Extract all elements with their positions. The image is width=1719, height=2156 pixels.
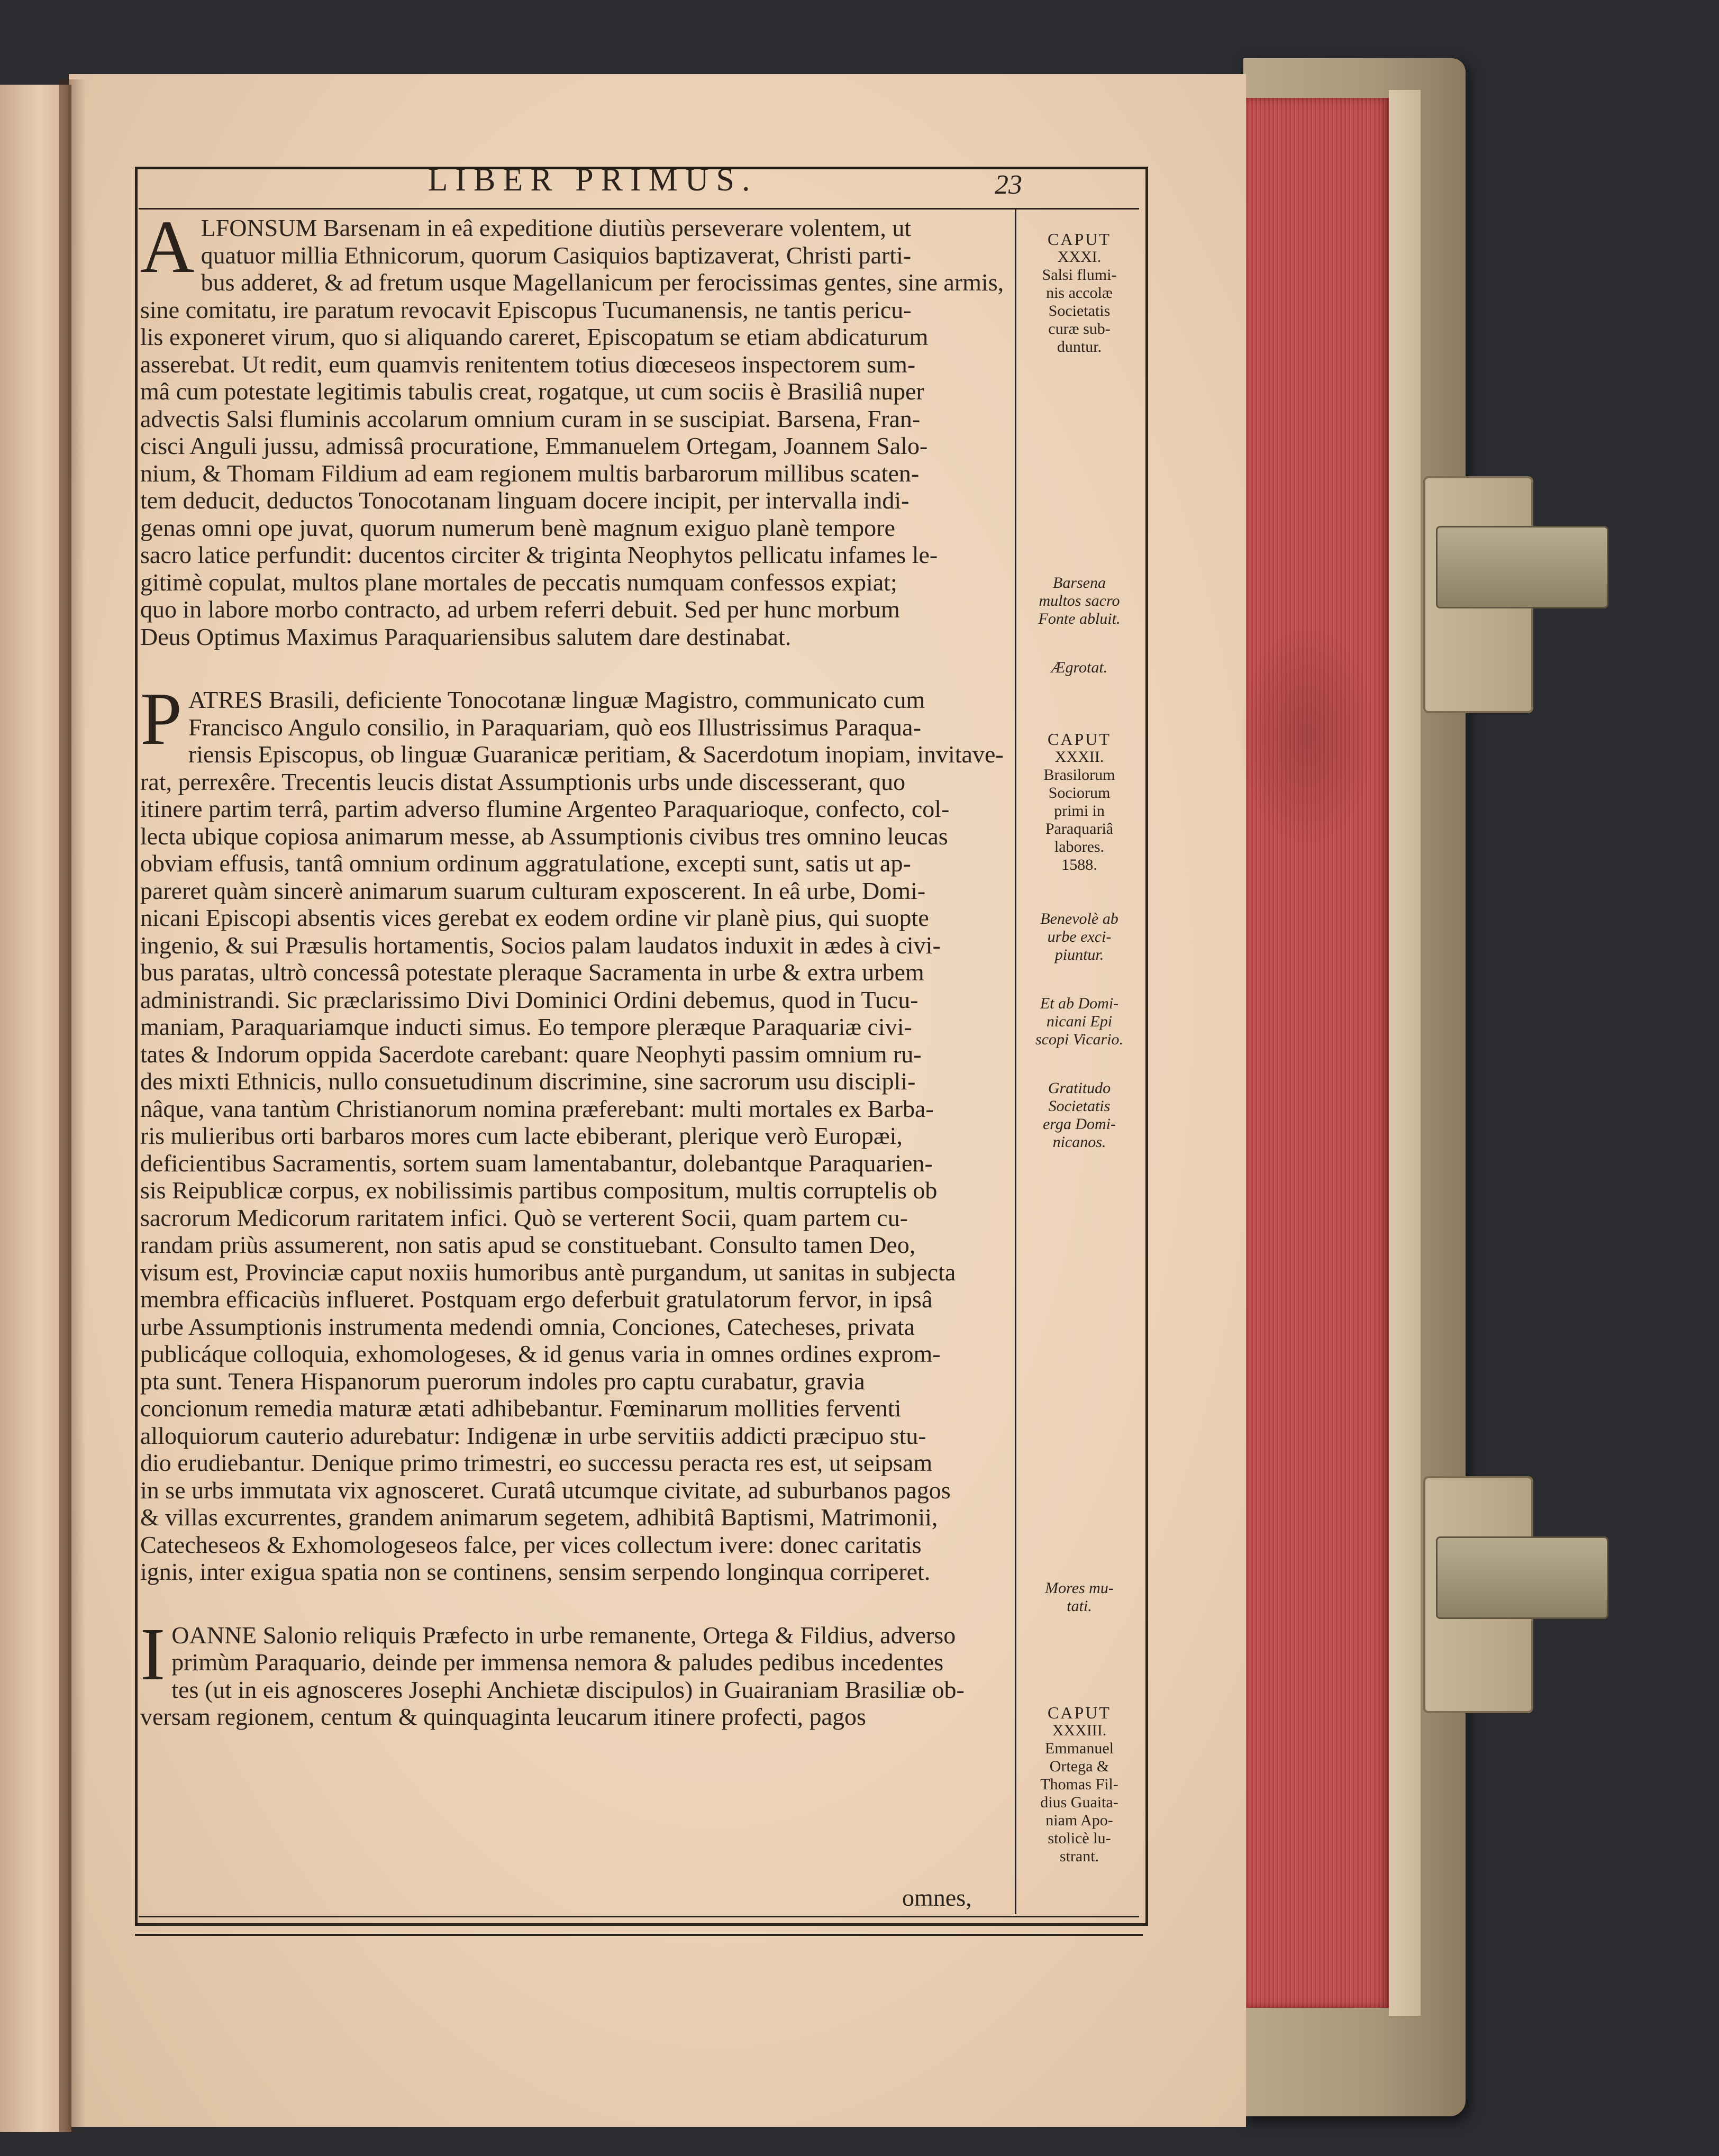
margin-note-line: urbe exci-	[1047, 928, 1112, 945]
text-line: & villas excurrentes, grandem animarum segetem, adhibitâ Baptismi, Matrimonii,	[140, 1504, 938, 1531]
margin-note-line: Salsi flumi-	[1042, 266, 1117, 284]
chapter-note	[1024, 730, 1135, 874]
text-line: pta sunt. Tenera Hispanorum puerorum indoles pro captu curabatur, gravia	[140, 1367, 865, 1395]
margin-note-line: Emmanuel	[1045, 1740, 1114, 1757]
running-title: LIBER PRIMUS.	[428, 162, 758, 198]
text-line: cisci Anguli jussu, admissâ procuratione, Emmanuelem Ortegam, Joannem Salo-	[140, 432, 928, 459]
margin-note-line: Brasilorum	[1043, 766, 1115, 784]
text-line: itinere partim terrâ, partim adverso flumine Argenteo Paraquarioque, confecto, col-	[140, 795, 950, 822]
bottom-rule	[135, 1934, 1143, 1936]
chapter-heading: CAPUT	[1048, 1703, 1111, 1722]
drop-cap: I	[140, 1612, 166, 1696]
text-line: Deus Optimus Maximus Paraquariensibus salutem dare destinabat.	[140, 623, 792, 650]
text-line: sis Reipublicæ corpus, ex nobilissimis partibus compositum, multis corruptelis ob	[140, 1177, 938, 1204]
text-line: rat, perrexêre. Trecentis leucis distat Assumptionis urbs unde discesserant, quo	[140, 768, 906, 795]
endpaper	[1389, 90, 1422, 2016]
margin-note-line: labores.	[1054, 838, 1105, 856]
upper-clasp-metal	[1436, 526, 1608, 608]
text-line: deficientibus Sacramentis, sortem suam lamentabantur, dolebantque Paraquarien-	[140, 1149, 933, 1177]
text-line: quatuor millia Ethnicorum, quorum Casiquios baptizaverat, Christi parti-	[201, 241, 912, 269]
margin-note-line: XXXII.	[1054, 748, 1104, 766]
text-line: versam regionem, centum & quinquaginta leucarum itinere profecti, pagos	[140, 1703, 866, 1730]
text-line: tes (ut in eis agnosceres Josephi Anchietæ discipulos) in Guairaniam Brasiliæ ob-	[171, 1676, 965, 1703]
margin-note-line: 1588.	[1061, 856, 1097, 874]
margin-note-line: Ægrotat.	[1051, 659, 1108, 676]
margin-note-line: XXXIII.	[1052, 1722, 1107, 1739]
margin-note-line: Et ab Domi-	[1040, 995, 1119, 1012]
margin-note-line: stolicè lu-	[1048, 1830, 1111, 1847]
paragraph-lines	[140, 205, 1018, 650]
text-line: bus paratas, ultrò concessâ potestate pleraque Sacramenta in urbe & extra urbem	[140, 959, 924, 986]
text-line: genas omni ope juvat, quorum numerum benè magnum exiguo planè tempore	[140, 514, 895, 541]
margin-note-line: strant.	[1059, 1848, 1099, 1865]
margin-note-line: dius Guaita-	[1040, 1794, 1118, 1811]
chapter-note	[1024, 1704, 1135, 1866]
chapter-heading: CAPUT	[1048, 730, 1111, 749]
text-line: Catecheseos & Exhomologeseos falce, per vices collectum ivere: donec caritatis	[140, 1531, 922, 1558]
margin-note	[1024, 995, 1135, 1049]
margin-note-line: Ortega &	[1049, 1758, 1109, 1775]
margin-note-line: primi in	[1054, 802, 1105, 820]
margin-note-line: duntur.	[1057, 338, 1102, 356]
margin-note-line: curæ sub-	[1048, 320, 1111, 338]
margin-note-line: scopi Vicario.	[1035, 1031, 1124, 1048]
margin-note-line: niam Apo-	[1045, 1812, 1113, 1829]
red-page-edges	[1241, 98, 1389, 2008]
text-line: riensis Episcopus, ob linguæ Guaranicæ peritiam, & Sacerdotum inopiam, invitave-	[188, 741, 1004, 768]
margin-note-line: Mores mu-	[1045, 1579, 1114, 1597]
margin-note-line: Fonte abluit.	[1038, 610, 1121, 627]
chapter-heading: CAPUT	[1048, 230, 1111, 249]
margin-note-line: nicani Epi	[1046, 1013, 1113, 1030]
upper-clasp	[1423, 476, 1533, 713]
chapter-note	[1024, 230, 1135, 356]
main-text-column	[140, 205, 1018, 1731]
margin-note-line: Paraquariâ	[1045, 820, 1114, 838]
text-line: lis exponeret virum, quo si aliquando careret, Episcopatum se etiam abdicaturum	[140, 323, 929, 350]
text-line: mâ cum potestate legitimis tabulis creat, rogatque, ut cum sociis è Brasiliâ nuper	[140, 378, 924, 405]
text-line: nium, & Thomam Fildium ad eam regionem multis barbarorum millibus scaten-	[140, 459, 920, 487]
margin-note-line: tati.	[1067, 1597, 1092, 1615]
paragraph-3	[140, 1612, 1018, 1731]
text-line: in se urbs immutata vix agnosceret. Curatâ utcumque civitate, ad suburbanos pagos	[140, 1476, 951, 1504]
text-line: tem deducit, deductos Tonocotanam linguam docere incipit, per intervalla indi-	[140, 487, 909, 514]
catchword: omnes,	[902, 1884, 972, 1911]
text-line: gitimè copulat, multos plane mortales de peccatis numquam confessos expiat;	[140, 568, 897, 596]
margin-note-line: nis accolæ	[1046, 284, 1113, 302]
margin-note-line: Sociorum	[1048, 784, 1111, 802]
text-line: ATRES Brasili, deficiente Tonocotanæ linguæ Magistro, communicato cum	[188, 686, 925, 713]
text-line: concionum remedia maturæ ætati adhibebantur. Fœminarum mollities ferventi	[140, 1395, 902, 1422]
text-line: nâque, vana tantùm Christianorum nomina præferebant: multi mortales ex Barba-	[140, 1095, 934, 1122]
text-line: bus adderet, & ad fretum usque Magellanicum per ferocissimas gentes, sine armis,	[201, 269, 1004, 296]
margin-note-line: Barsena	[1053, 574, 1106, 592]
text-line: randam priùs assumerent, non satis apud se constituebant. Consulto tamen Deo,	[140, 1231, 916, 1258]
page-number: 23	[995, 170, 1022, 200]
text-line: quo in labore morbo contracto, ad urbem referri debuit. Sed per hunc morbum	[140, 596, 900, 623]
text-line: maniam, Paraquariamque inducti simus. Eo tempore pleræque Paraquariæ civi-	[140, 1013, 912, 1040]
paragraph-lines	[140, 1612, 1018, 1731]
text-line: OANNE Salonio reliquis Præfecto in urbe remanente, Ortega & Fildius, adverso	[171, 1621, 956, 1649]
margin-note-line: Benevolè ab	[1040, 910, 1118, 927]
text-line: urbe Assumptionis instrumenta medendi omnia, Conciones, Catecheses, privata	[140, 1313, 915, 1340]
text-line: dio erudiebantur. Denique primo trimestri, eo successu peracta res est, ut seipsam	[140, 1449, 933, 1476]
drop-cap: P	[140, 677, 182, 760]
margin-note-line: nicanos.	[1052, 1133, 1106, 1151]
edge-stain	[1238, 624, 1376, 847]
text-line: pareret quàm sincerè animarum suarum culturam exposcerent. In eâ urbe, Domi-	[140, 877, 926, 904]
margin-note	[1024, 1079, 1135, 1151]
gutter-shadow	[59, 79, 86, 2132]
text-line: tates & Indorum oppida Sacerdote carebant: quare Neophyti passim omnium ru-	[140, 1040, 922, 1068]
text-line: sine comitatu, ire paratum revocavit Episcopus Tucumanensis, ne tantis pericu-	[140, 296, 912, 323]
text-line: membra efficaciùs influeret. Postquam ergo deferbuit gratulatorum fervor, in ipsâ	[140, 1286, 933, 1313]
text-line: sacrorum Medicorum raritatem infici. Quò se verterent Socii, quam partem cu-	[140, 1204, 908, 1231]
text-line: Francisco Angulo consilio, in Paraquariam, quò eos Illustrissimus Paraqua-	[188, 713, 921, 741]
margin-note	[1024, 910, 1135, 964]
text-line: obviam effusis, tantâ omnium ordinum aggratulatione, excepti sunt, satis ut ap-	[140, 850, 911, 877]
text-line: primùm Paraquario, deinde per immensa nemora & paludes pedibus incedentes	[171, 1649, 944, 1676]
text-line: ingenio, & sui Præsulis hortamentis, Socios palam laudatos induxit in ædes à civi-	[140, 931, 941, 959]
text-line: asserebat. Ut redit, eum quamvis renitentem totius diœceseos inspectorem sum-	[140, 350, 916, 378]
margin-note-line: erga Domi-	[1042, 1115, 1116, 1133]
margin-note-line: Societatis	[1048, 1097, 1111, 1115]
margin-note-line: Societatis	[1048, 302, 1111, 320]
text-line: advectis Salsi fluminis accolarum omnium curam in se suscipiat. Barsena, Fran-	[140, 405, 921, 432]
text-line: alloquiorum cauterio adurebatur: Indigenæ in urbe servitiis addicti præcipuo stu-	[140, 1422, 926, 1449]
margin-note-line: XXXI.	[1057, 248, 1102, 266]
text-line: des mixti Ethnicis, nullo consuetudinum discrimine, sine sacrorum usu discipli-	[140, 1068, 916, 1095]
margin-note	[1024, 1579, 1135, 1615]
paragraph-lines	[140, 677, 1018, 1586]
margin-note-line: piuntur.	[1054, 946, 1104, 963]
text-line: ris mulieribus orti barbaros mores cum lacte ebiberant, plerique verò Europæi,	[140, 1122, 903, 1149]
text-line: administrandi. Sic præclarissimo Divi Dominici Ordini debemus, quod in Tucu-	[140, 986, 918, 1013]
margin-note-line: multos sacro	[1039, 592, 1120, 609]
paragraph-1	[140, 205, 1018, 650]
text-line: nicani Episcopi absentis vices gerebat ex eodem ordine vir planè pius, qui suopte	[140, 904, 929, 931]
text-line: visum est, Provinciæ caput noxiis humoribus antè purgandum, ut sanitas in subjecta	[140, 1258, 956, 1286]
lower-clasp	[1423, 1476, 1533, 1713]
drop-cap: A	[140, 205, 195, 288]
text-line: LFONSUM Barsenam in eâ expeditione diutiùs perseverare volentem, ut	[201, 214, 912, 241]
margin-note	[1024, 659, 1135, 677]
margin-note-line: Gratitudo	[1048, 1079, 1111, 1097]
text-line: publicáque colloquia, exhomologeses, & id genus varia in omnes ordines exprom-	[140, 1340, 941, 1367]
text-line: lecta ubique copiosa animarum messe, ab Assumptionis civibus tres omnino leucas	[140, 822, 948, 850]
paragraph-2	[140, 677, 1018, 1586]
lower-clasp-metal	[1436, 1536, 1608, 1619]
text-line: sacro latice perfundit: ducentos circiter & triginta Neophytos pellicatu infames le-	[140, 541, 938, 568]
margin-note-line: Thomas Fil-	[1040, 1776, 1118, 1793]
text-line: ignis, inter exigua spatia non se continens, sensim serpendo longinqua corriperet.	[140, 1558, 931, 1585]
margin-note	[1024, 574, 1135, 628]
